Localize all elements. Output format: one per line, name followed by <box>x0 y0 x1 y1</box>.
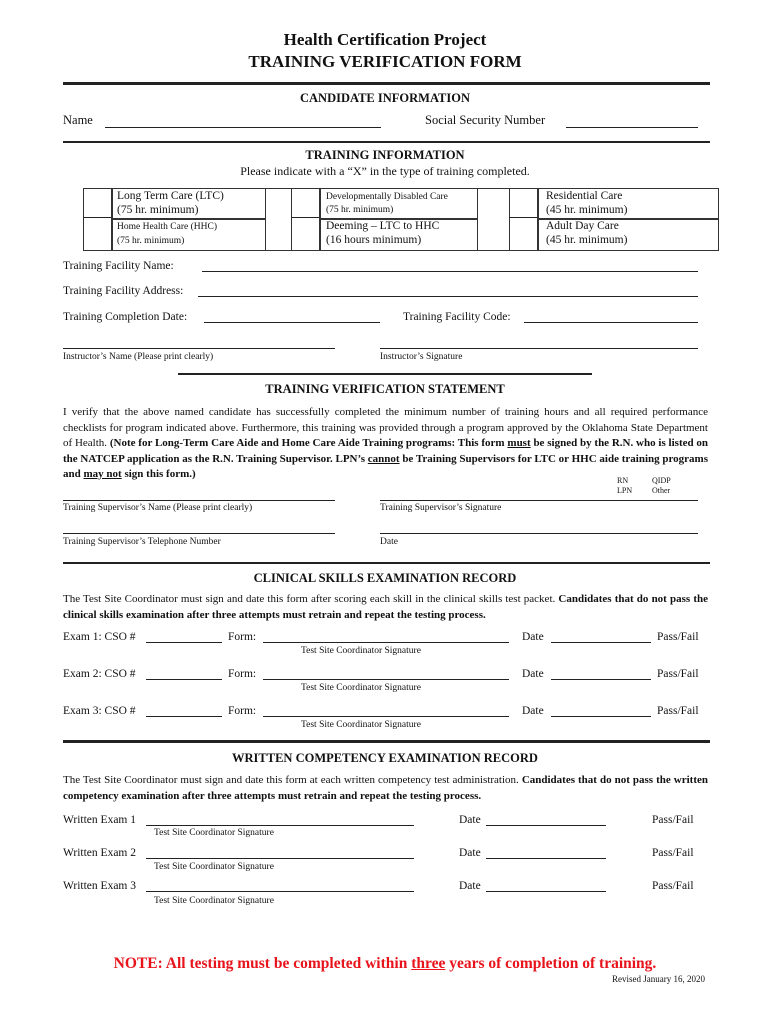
verification-paragraph <box>63 405 708 483</box>
note-text: be signed by the R.N. who is listed on the NATCEP application as the R.N. Training Supervisor. LPN’s <box>63 437 709 465</box>
ltc-checkbox[interactable] <box>86 191 108 215</box>
option-hours: (45 hr. minimum) <box>546 204 628 216</box>
option-hours: (75 hr. minimum) <box>117 204 199 216</box>
candidate-heading: CANDIDATE INFORMATION <box>299 91 471 105</box>
written-exam-3-date-field[interactable] <box>486 891 606 892</box>
option-label: Residential Care <box>546 190 623 202</box>
form-title-line1: Health Certification Project <box>283 30 487 49</box>
training-instruction: Please indicate with a “X” in the type of training completed. <box>240 164 530 178</box>
note-emphasis: may not <box>83 468 122 480</box>
option-hours: (75 hr. minimum) <box>117 236 185 246</box>
facility-address-label: Training Facility Address: <box>63 285 184 297</box>
date-label: Date <box>459 880 481 892</box>
divider <box>63 562 710 564</box>
supervisor-name-field[interactable] <box>63 500 335 501</box>
clinical-heading: CLINICAL SKILLS EXAMINATION RECORD <box>253 571 517 585</box>
exam-3-cso-field[interactable] <box>146 716 222 717</box>
residential-checkbox[interactable] <box>512 191 534 215</box>
note-emphasis: must <box>507 437 531 449</box>
exam-3-signature-field[interactable] <box>291 716 509 717</box>
passfail-label[interactable]: Pass/Fail <box>652 847 694 859</box>
option-hours: (75 hr. minimum) <box>326 205 394 215</box>
option-hours: (16 hours minimum) <box>326 234 422 246</box>
exam-1-date-field[interactable] <box>551 642 651 643</box>
passfail-label[interactable]: Pass/Fail <box>652 880 694 892</box>
exam-3-form-field[interactable] <box>263 716 291 717</box>
rn-option[interactable]: RN <box>617 476 629 485</box>
clinical-paragraph <box>63 592 708 623</box>
form-label: Form: <box>228 631 257 643</box>
training-heading: TRAINING INFORMATION <box>305 148 465 162</box>
written-heading: WRITTEN COMPETENCY EXAMINATION RECORD <box>232 751 538 765</box>
divider <box>63 82 710 85</box>
facility-code-label: Training Facility Code: <box>403 311 511 323</box>
exam-1-cso-field[interactable] <box>146 642 222 643</box>
written-emphasis: Candidates that do not pass the written competency examination after three attempts must retrain and repeat the testing process. <box>63 774 708 802</box>
date-label: Date <box>459 847 481 859</box>
cell-divider <box>291 217 319 218</box>
facility-name-field[interactable] <box>202 271 698 272</box>
facility-code-field[interactable] <box>524 322 698 323</box>
note-text: sign this form.) <box>121 468 196 480</box>
ssn-label: Social Security Number <box>425 113 546 127</box>
qidp-option[interactable]: QIDP <box>652 476 671 485</box>
written-exam-2-label: Written Exam 2 <box>63 847 136 859</box>
written-exam-1-date-field[interactable] <box>486 825 606 826</box>
note-emphasis: cannot <box>367 452 400 465</box>
option-label: Long Term Care (LTC) <box>117 190 224 202</box>
adult-day-option <box>537 218 719 251</box>
completion-date-label: Training Completion Date: <box>63 311 188 323</box>
passfail-label[interactable]: Pass/Fail <box>657 705 699 717</box>
signature-label: Test Site Coordinator Signature <box>301 720 421 730</box>
name-label: Name <box>63 113 93 127</box>
exam-1-label: Exam 1: CSO # <box>63 631 136 643</box>
deeming-checkbox[interactable] <box>294 222 316 246</box>
cell-divider <box>83 217 111 218</box>
instructor-signature-field[interactable] <box>380 348 698 349</box>
divider <box>178 373 592 375</box>
form-label: Form: <box>228 668 257 680</box>
verification-heading: TRAINING VERIFICATION STATEMENT <box>265 382 505 396</box>
signature-label: Test Site Coordinator Signature <box>154 828 274 838</box>
supervisor-signature-field[interactable] <box>380 500 698 501</box>
passfail-label[interactable]: Pass/Fail <box>657 668 699 680</box>
note-text: be Training Supervisors for LTC or HHC aide training programs and <box>63 452 709 480</box>
residential-option <box>537 188 719 220</box>
written-exam-3-label: Written Exam 3 <box>63 880 136 892</box>
deeming-option <box>319 218 478 251</box>
exam-1-form-field[interactable] <box>263 642 291 643</box>
signature-label: Test Site Coordinator Signature <box>301 683 421 693</box>
clinical-emphasis: Candidates that do not pass the clinical skills examination after three attempts must retrain and repeat the testing process. <box>63 593 708 621</box>
hhc-checkbox[interactable] <box>86 222 108 246</box>
verification-text: I verify that the above named candidate has successfully completed the minimum number of training hours and all required performance checklists for program indicated above. Furthermore, this training was provided through a program approved by the Oklahoma State Department of Health. <box>63 406 708 449</box>
signature-label: Test Site Coordinator Signature <box>154 896 274 906</box>
written-text: The Test Site Coordinator must sign and date this form at each written competency test administration. <box>63 774 522 786</box>
date-label: Date <box>459 814 481 826</box>
instructor-name-field[interactable] <box>63 348 335 349</box>
exam-2-form-field[interactable] <box>263 679 291 680</box>
exam-2-signature-field[interactable] <box>291 679 509 680</box>
divider <box>63 740 710 743</box>
supervisor-name-label: Training Supervisor’s Name (Please print clearly) <box>63 503 253 513</box>
signature-label: Test Site Coordinator Signature <box>301 646 421 656</box>
supervisor-phone-field[interactable] <box>63 533 335 534</box>
written-exam-2-signature-field[interactable] <box>146 858 414 859</box>
form-label: Form: <box>228 705 257 717</box>
note-text: years of completion of training. <box>445 955 657 972</box>
date-label: Date <box>522 705 544 717</box>
exam-1-signature-field[interactable] <box>291 642 509 643</box>
supervisor-phone-label: Training Supervisor’s Telephone Number <box>63 537 221 547</box>
cell-divider <box>509 217 537 218</box>
option-hours: (45 hr. minimum) <box>546 234 628 246</box>
exam-2-date-field[interactable] <box>551 679 651 680</box>
note-emphasis: three <box>411 955 446 972</box>
option-label: Home Health Care (HHC) <box>117 222 217 232</box>
instructor-signature-label: Instructor’s Signature <box>380 352 463 362</box>
passfail-label[interactable]: Pass/Fail <box>652 814 694 826</box>
note-text: (Note for Long-Term Care Aide and Home Care Aide Training programs: This form <box>109 437 508 449</box>
facility-address-field[interactable] <box>198 296 698 297</box>
signature-label: Test Site Coordinator Signature <box>154 862 274 872</box>
date-label: Date <box>522 631 544 643</box>
option-label: Developmentally Disabled Care <box>326 192 448 202</box>
completion-date-field[interactable] <box>204 322 380 323</box>
name-field[interactable] <box>105 127 381 128</box>
passfail-label[interactable]: Pass/Fail <box>657 631 699 643</box>
dd-checkbox[interactable] <box>294 191 316 215</box>
date-field[interactable] <box>380 533 698 534</box>
date-label: Date <box>522 668 544 680</box>
ltc-option <box>111 188 266 220</box>
written-paragraph <box>63 773 708 804</box>
facility-name-label: Training Facility Name: <box>63 260 174 272</box>
exam-3-date-field[interactable] <box>551 716 651 717</box>
divider <box>63 141 710 143</box>
option-label: Deeming – LTC to HHC <box>326 220 440 232</box>
instructor-name-label: Instructor’s Name (Please print clearly) <box>63 352 214 362</box>
note-text: NOTE: All testing must be completed within <box>113 955 412 972</box>
exam-2-cso-field[interactable] <box>146 679 222 680</box>
date-label: Date <box>380 537 398 547</box>
written-exam-2-date-field[interactable] <box>486 858 606 859</box>
other-option[interactable]: Other <box>652 486 671 495</box>
dd-option <box>319 188 478 220</box>
hhc-option <box>111 218 266 251</box>
option-label: Adult Day Care <box>546 220 619 232</box>
written-exam-1-label: Written Exam 1 <box>63 814 136 826</box>
footer-note <box>0 955 770 973</box>
clinical-text: The Test Site Coordinator must sign and date this form after scoring each skill in the clinical skills test packet. <box>63 593 559 605</box>
written-exam-1-signature-field[interactable] <box>146 825 414 826</box>
ssn-field[interactable] <box>566 127 698 128</box>
written-exam-3-signature-field[interactable] <box>146 891 414 892</box>
lpn-option[interactable]: LPN <box>617 486 633 495</box>
adult-day-checkbox[interactable] <box>512 222 534 246</box>
form-title-line2: TRAINING VERIFICATION FORM <box>248 52 522 71</box>
exam-2-label: Exam 2: CSO # <box>63 668 136 680</box>
revised-date: Revised January 16, 2020 <box>612 974 705 984</box>
exam-3-label: Exam 3: CSO # <box>63 705 136 717</box>
supervisor-signature-label: Training Supervisor’s Signature <box>380 503 502 513</box>
